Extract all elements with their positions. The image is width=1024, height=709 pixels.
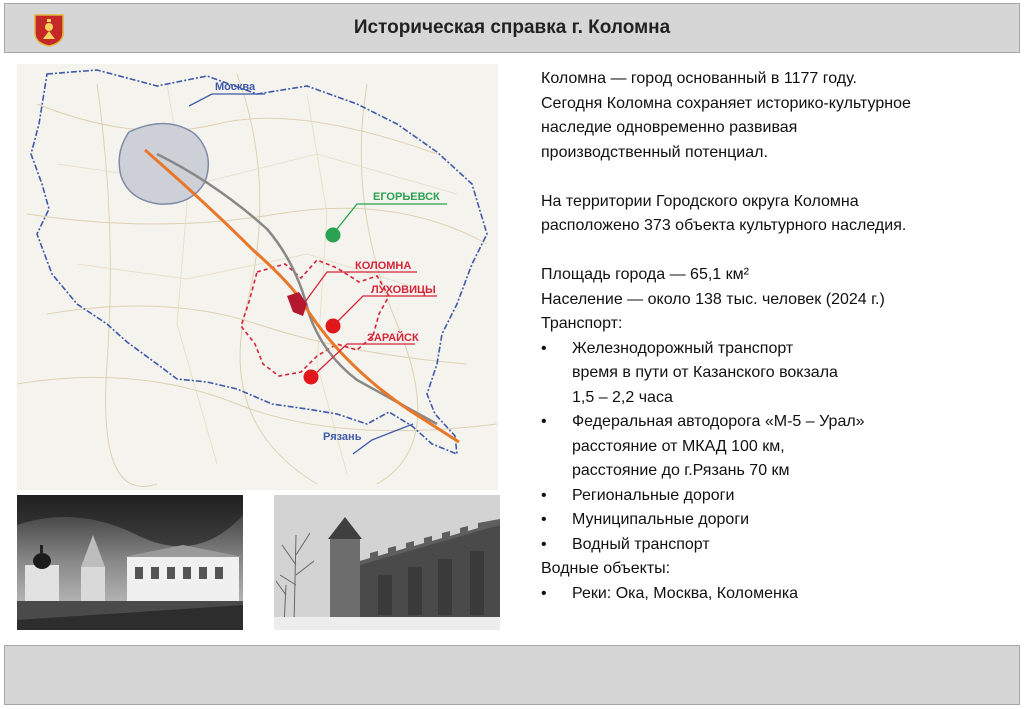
egorievsk-marker	[326, 228, 341, 243]
label-zaraisk: ЗАРАЙСК	[367, 332, 419, 344]
info-text-block	[541, 67, 1011, 606]
transport-list	[541, 337, 1011, 558]
zaraisk-marker	[304, 370, 319, 385]
label-egorievsk: ЕГОРЬЕВСК	[373, 191, 440, 203]
bullet-main: Федеральная автодорога «М-5 – Урал»	[572, 413, 865, 430]
water-list	[541, 582, 1011, 607]
bullet-item	[541, 410, 1011, 484]
text-line: Сегодня Коломна сохраняет историко-культурное	[541, 94, 911, 112]
bullet-main: Муниципальные дороги	[572, 511, 750, 528]
bullet-item	[541, 508, 1011, 533]
footer-bar	[4, 645, 1020, 705]
bullet-main: Водный транспорт	[572, 535, 710, 553]
page-title: Историческая справка г. Коломна	[353, 17, 671, 38]
bullet-subline: расстояние от МКАД 100 км,	[572, 437, 785, 455]
label-ryazan: Рязань	[323, 431, 362, 443]
text-line: наследие одновременно развивая	[541, 119, 798, 136]
label-kolomna: КОЛОМНА	[355, 260, 412, 272]
heritage-paragraph	[541, 190, 1011, 239]
lukhovitsy-marker	[326, 319, 341, 334]
bullet-subline: 1,5 – 2,2 часа	[572, 388, 673, 406]
bullet-item	[541, 533, 1011, 558]
bullet-main: Реки: Ока, Москва, Коломенка	[572, 584, 799, 602]
bullet-item	[541, 484, 1011, 509]
text-line: На территории Городского округа Коломна	[541, 192, 859, 210]
bullet-item	[541, 337, 1011, 411]
photo-kolomna-kremlin-wall	[274, 495, 500, 630]
population-line: Население — около 138 тыс. человек (2024 г.)	[541, 290, 885, 308]
intro-paragraph	[541, 67, 1011, 165]
bullet-item	[541, 582, 1011, 607]
photo-kolomna-kremlin-churches	[17, 495, 243, 630]
water-title: Водные объекты:	[541, 560, 671, 577]
label-moscow: Москва	[215, 81, 256, 93]
bullet-main: Региональные дороги	[572, 486, 735, 504]
bullet-subline: время в пути от Казанского вокзала	[572, 364, 838, 381]
text-line: Коломна — город основанный в 1177 году.	[541, 70, 857, 87]
bullet-subline: расстояние до г.Рязань 70 км	[572, 462, 790, 479]
area-line: Площадь города — 65,1 км²	[541, 266, 749, 283]
text-line: производственный потенциал.	[541, 143, 768, 161]
text-line: расположено 373 объекта культурного наследия.	[541, 217, 907, 234]
label-lukhovitsy: ЛУХОВИЦЫ	[371, 284, 436, 296]
region-map	[17, 64, 498, 490]
header-bar	[4, 3, 1020, 53]
transport-title: Транспорт:	[541, 315, 623, 332]
bullet-main: Железнодорожный транспорт	[572, 339, 794, 357]
